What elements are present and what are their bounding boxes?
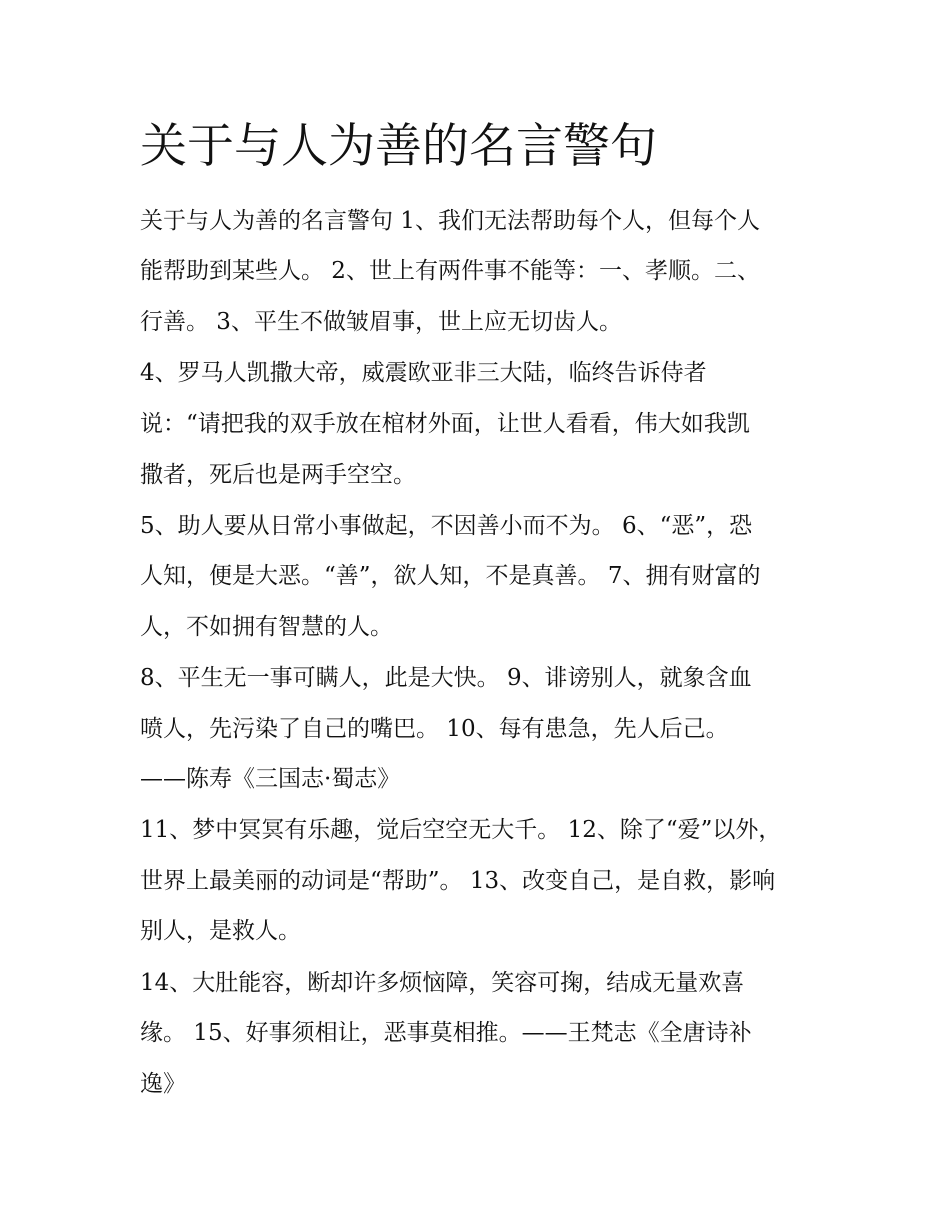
text-line: 撒者，死后也是两手空空。 [140,462,416,488]
text-line: 说：“请把我的双手放在棺材外面，让世人看看，伟大如我凯 [140,411,750,437]
text-line: 逸》 [140,1071,186,1097]
text-line: 喷人，先污染了自己的嘴巴。 10、每有患急，先人后己。 [140,716,729,742]
text-line: 人，不如拥有智慧的人。 [140,614,393,640]
text-line: 4、罗马人凯撒大帝，威震欧亚非三大陆，临终告诉侍者 [140,360,707,386]
document-title: 关于与人为善的名言警句 [140,119,657,174]
text-line: 缘。 15、好事须相让，恶事莫相推。——王梵志《全唐诗补 [140,1020,752,1046]
text-line: 关于与人为善的名言警句 1、我们无法帮助每个人，但每个人 [140,208,760,234]
text-line: 行善。 3、平生不做皱眉事，世上应无切齿人。 [140,309,622,335]
text-line: 能帮助到某些人。 2、世上有两件事不能等：一、孝顺。二、 [140,258,760,284]
text-line: 14、大肚能容，断却许多烦恼障，笑容可掬，结成无量欢喜 [140,970,745,996]
text-line: 别人，是救人。 [140,918,301,944]
text-line: 世界上最美丽的动词是“帮助”。 13、改变自己，是自救，影响 [140,868,776,894]
text-line: 人知，便是大恶。“善”，欲人知，不是真善。 7、拥有财富的 [140,563,761,589]
text-line: 11、梦中冥冥有乐趣，觉后空空无大千。 12、除了“爱”以外， [140,817,782,843]
text-line: 8、平生无一事可瞒人，此是大快。 9、诽谤别人，就象含血 [140,665,752,691]
text-line: ——陈寿《三国志·蜀志》 [140,766,401,792]
text-line: 5、助人要从日常小事做起，不因善小而不为。 6、“恶”，恐 [140,513,753,539]
